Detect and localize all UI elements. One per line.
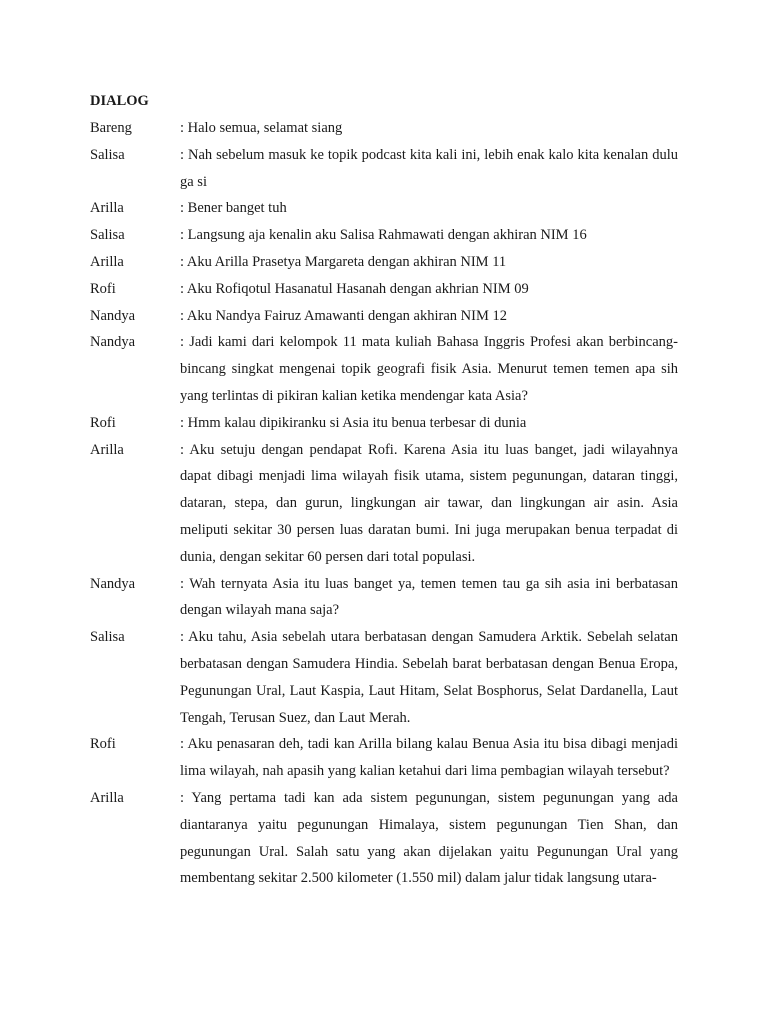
dialog-line bbox=[90, 222, 678, 249]
dialog-text: : Aku Arilla Prasetya Margareta dengan akhiran NIM 11 bbox=[180, 253, 507, 270]
speaker-name: Arilla bbox=[90, 441, 124, 458]
speaker-name: Bareng bbox=[90, 120, 132, 136]
dialog-line bbox=[90, 571, 678, 625]
dialog-line bbox=[90, 276, 678, 303]
dialog-line bbox=[90, 115, 678, 142]
dialog-line bbox=[90, 731, 678, 785]
dialog-text: : Halo semua, selamat siang bbox=[180, 120, 343, 136]
speaker-name: Nandya bbox=[90, 575, 136, 592]
dialog-text: : Yang pertama tadi kan ada sistem pegunungan, sistem pegunungan yang ada diantaranya yaitu pegunungan Himalaya, sistem pegunungan Tien Shan, dan pegunungan Ural. Salah satu yang akan dijelakan yaitu Pegunungan Ural yang membentang sekitar 2.500 kilometer (1.550 mil) dalam jalur tidak langsung utara- bbox=[180, 789, 678, 887]
speaker-name: Arilla bbox=[90, 789, 124, 806]
dialog-line bbox=[90, 410, 678, 437]
speaker-name: Rofi bbox=[90, 414, 116, 431]
dialog-line bbox=[90, 249, 678, 276]
speaker-name: Nandya bbox=[90, 307, 136, 324]
dialog-text: : Aku Nandya Fairuz Amawanti dengan akhiran NIM 12 bbox=[180, 307, 507, 324]
dialog-text: : Jadi kami dari kelompok 11 mata kuliah Bahasa Inggris Profesi akan berbincang-bincang singkat mengenai topik geografi fisik Asia. Menurut temen temen apa sih yang terlintas di pikiran kalian ketika mendengar kata Asia? bbox=[180, 334, 678, 404]
dialog-line bbox=[90, 303, 678, 330]
dialog-line bbox=[90, 437, 678, 571]
dialog-line bbox=[90, 142, 678, 196]
speaker-name: Salisa bbox=[90, 629, 125, 646]
dialog-text: : Hmm kalau dipikiranku si Asia itu benua terbesar di dunia bbox=[180, 414, 527, 431]
dialog-line bbox=[90, 329, 678, 409]
speaker-name: Salisa bbox=[90, 146, 125, 163]
dialog-text: : Nah sebelum masuk ke topik podcast kita kali ini, lebih enak kalo kita kenalan dulu ga si bbox=[180, 146, 678, 190]
speaker-name: Salisa bbox=[90, 227, 125, 244]
dialog-text: : Bener banget tuh bbox=[180, 200, 287, 217]
dialog-text: : Aku setuju dengan pendapat Rofi. Karena Asia itu luas banget, jadi wilayahnya dapat dibagi menjadi lima wilayah fisik utama, sistem pegunungan, dataran tinggi, dataran, stepa, dan gurun, lingkungan air tawar, dan lingkungan air asin. Asia meliputi sekitar 30 persen luas daratan bumi. Ini juga merupakan benua terpadat di dunia, dengan sekitar 60 persen dari total populasi. bbox=[180, 441, 678, 565]
dialog-text: : Wah ternyata Asia itu luas banget ya, temen temen tau ga sih asia ini berbatasan dengan wilayah mana saja? bbox=[180, 575, 678, 619]
dialog-line bbox=[90, 195, 678, 222]
dialog-line bbox=[90, 785, 678, 892]
dialog-text: : Aku tahu, Asia sebelah utara berbatasan dengan Samudera Arktik. Sebelah selatan berbatasan dengan Samudera Hindia. Sebelah barat berbatasan dengan Benua Eropa, Pegunungan Ural, Laut Kaspia, Laut Hitam, Selat Bosphorus, Selat Dardanella, Laut Tengah, Terusan Suez, dan Laut Merah. bbox=[180, 629, 678, 726]
document-title: DIALOG bbox=[90, 93, 149, 109]
dialog-text: : Aku Rofiqotul Hasanatul Hasanah dengan akhrian NIM 09 bbox=[180, 280, 529, 297]
speaker-name: Rofi bbox=[90, 736, 116, 753]
speaker-name: Nandya bbox=[90, 334, 136, 351]
dialog-text: : Aku penasaran deh, tadi kan Arilla bilang kalau Benua Asia itu bisa dibagi menjadi lima wilayah, nah apasih yang kalian ketahui dari lima pembagian wilayah tersebut? bbox=[180, 736, 678, 780]
speaker-name: Arilla bbox=[90, 253, 124, 270]
speaker-name: Rofi bbox=[90, 280, 116, 297]
speaker-name: Arilla bbox=[90, 200, 124, 217]
dialog-line bbox=[90, 624, 678, 731]
dialog-page bbox=[90, 88, 678, 892]
dialog-text: : Langsung aja kenalin aku Salisa Rahmawati dengan akhiran NIM 16 bbox=[180, 227, 587, 244]
dialog-list bbox=[90, 115, 678, 892]
